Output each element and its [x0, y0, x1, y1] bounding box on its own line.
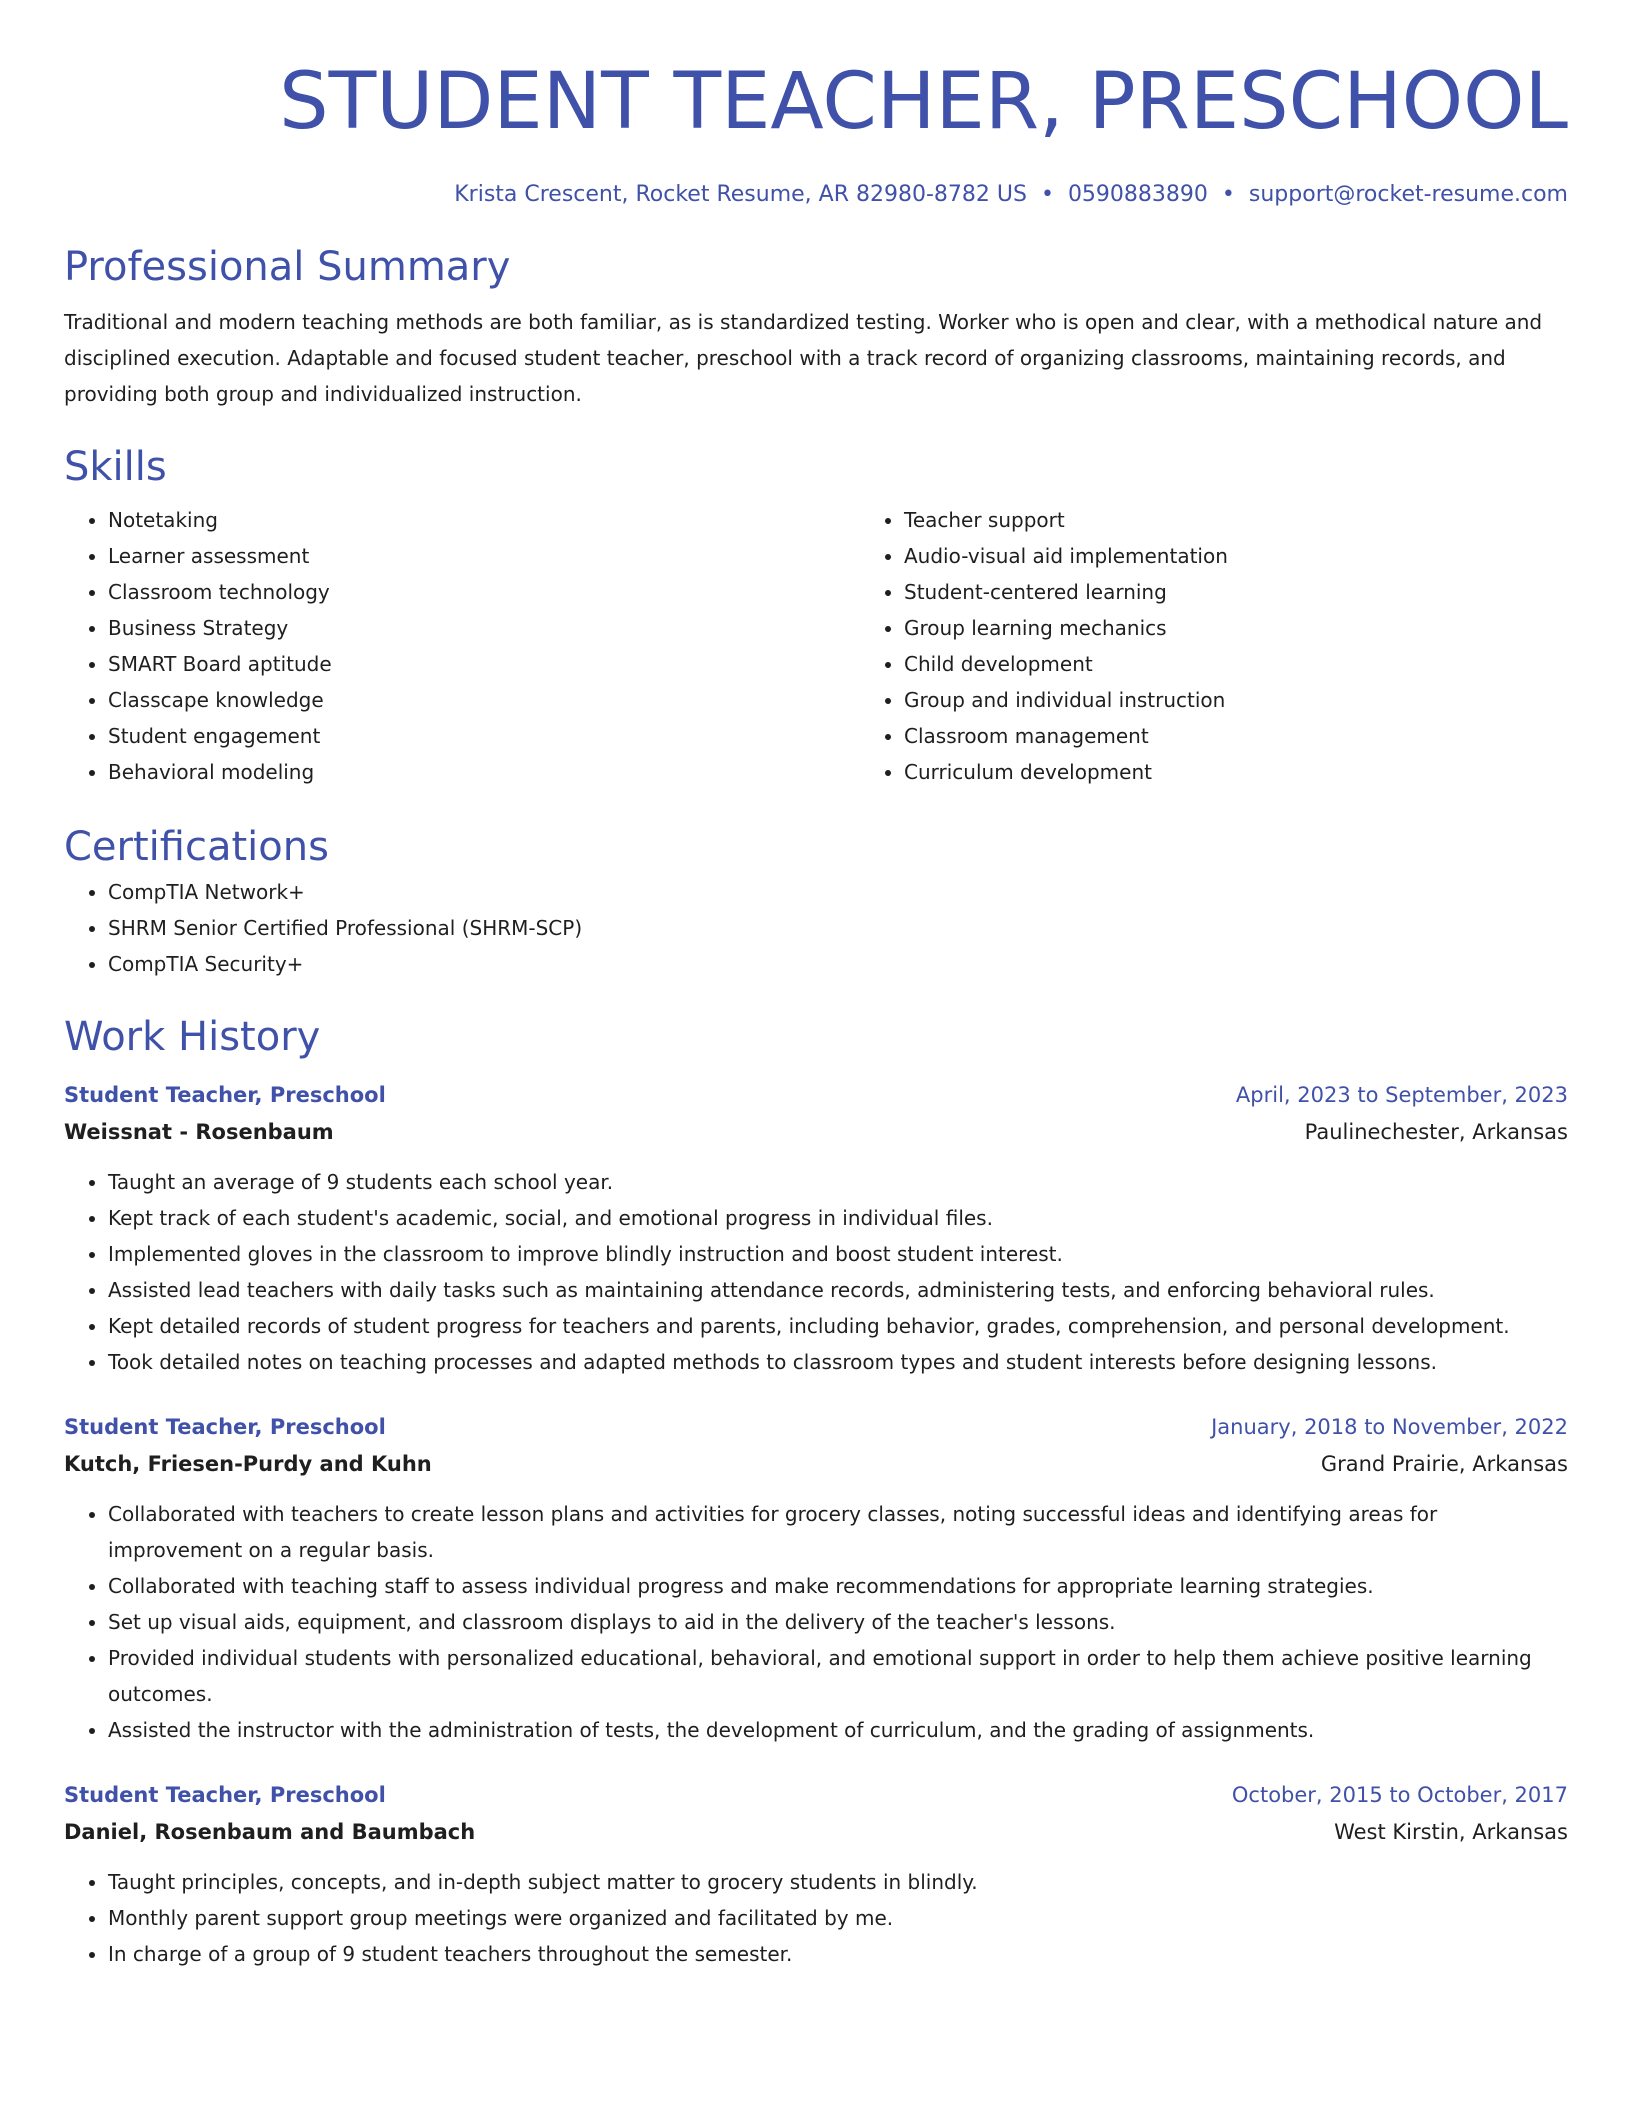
contact-phone: 0590883890: [1067, 182, 1208, 207]
job-entry: [64, 1408, 1568, 1748]
job-duty: • Set up visual aids, equipment, and classroom displays to aid in the delivery of the teacher's lessons.: [108, 1604, 1568, 1640]
job-header-row: [64, 1776, 1568, 1814]
job-employer-row: [64, 1114, 1568, 1150]
job-duties: [64, 1496, 1568, 1748]
certifications-list: [64, 874, 1568, 982]
job-header-row: [64, 1408, 1568, 1446]
skill-item: • Notetaking: [108, 502, 860, 538]
job-location: Grand Prairie, Arkansas: [1320, 1452, 1568, 1476]
job-company: Weissnat - Rosenbaum: [64, 1120, 334, 1144]
skill-item: • Business Strategy: [108, 610, 860, 646]
certification-item: • CompTIA Network+: [108, 874, 1568, 910]
work-history-heading: Work History: [64, 1014, 321, 1060]
job-duty: • Collaborated with teachers to create lesson plans and activities for grocery classes, noting successful ideas and identifying areas for improvement on a regular basis.: [108, 1496, 1568, 1568]
skill-item: • Student engagement: [108, 718, 860, 754]
job-dates: October, 2015 to October, 2017: [1231, 1783, 1568, 1807]
skill-item: • Classroom technology: [108, 574, 860, 610]
job-duty: • Monthly parent support group meetings were organized and facilitated by me.: [108, 1900, 1568, 1936]
resume-page: [64, 50, 1568, 1972]
skills-heading: Skills: [64, 444, 167, 490]
skill-item: • Group learning mechanics: [904, 610, 1632, 646]
job-location: Paulinechester, Arkansas: [1304, 1120, 1568, 1144]
job-entry: [64, 1076, 1568, 1380]
job-title: Student Teacher, Preschool: [64, 1415, 386, 1439]
job-duty: • Provided individual students with personalized educational, behavioral, and emotional support in order to help them achieve positive learning outcomes.: [108, 1640, 1568, 1712]
skill-item: • Curriculum development: [904, 754, 1632, 790]
job-duty: • Taught principles, concepts, and in-depth subject matter to grocery students in blindly.: [108, 1864, 1568, 1900]
job-entry: [64, 1776, 1568, 1972]
summary-heading: Professional Summary: [64, 244, 511, 290]
job-dates: January, 2018 to November, 2022: [1211, 1415, 1568, 1439]
job-employer-row: [64, 1814, 1568, 1850]
job-company: Kutch, Friesen-Purdy and Kuhn: [64, 1452, 432, 1476]
job-company: Daniel, Rosenbaum and Baumbach: [64, 1820, 476, 1844]
job-duties: [64, 1164, 1568, 1380]
skill-item: • Classroom management: [904, 718, 1632, 754]
skill-item: • Audio-visual aid implementation: [904, 538, 1632, 574]
job-duty: • Taught an average of 9 students each school year.: [108, 1164, 1568, 1200]
job-duty: • Implemented gloves in the classroom to improve blindly instruction and boost student interest.: [108, 1236, 1568, 1272]
certification-item: • CompTIA Security+: [108, 946, 1568, 982]
job-duty: • In charge of a group of 9 student teachers throughout the semester.: [108, 1936, 1568, 1972]
skills-list: [64, 502, 1568, 790]
skill-item: • Classcape knowledge: [108, 682, 860, 718]
resume-header: [64, 50, 1568, 212]
job-dates: April, 2023 to September, 2023: [1235, 1083, 1568, 1107]
candidate-name: STUDENT TEACHER, PRESCHOOL: [279, 57, 1568, 147]
contact-email[interactable]: support@rocket-resume.com: [1248, 182, 1568, 207]
job-duty: • Kept track of each student's academic, social, and emotional progress in individual files.: [108, 1200, 1568, 1236]
job-duty: • Assisted the instructor with the administration of tests, the development of curriculum, and the grading of assignments.: [108, 1712, 1568, 1748]
job-employer-row: [64, 1446, 1568, 1482]
contact-line: [64, 178, 1568, 212]
skills-column-right: [860, 502, 1632, 790]
skills-column-left: [64, 502, 860, 790]
job-title: Student Teacher, Preschool: [64, 1083, 386, 1107]
summary-text: Traditional and modern teaching methods are both familiar, as is standardized testing. Worker who is open and clear, with a methodical nature and disciplined execution. Adaptable and focused student teacher, preschool with a track record of organizing classrooms, maintaining records, and providing both group and individualized instruction.: [64, 310, 1543, 406]
certifications-heading: Certifications: [64, 824, 329, 870]
certification-item: • SHRM Senior Certified Professional (SHRM-SCP): [108, 910, 1568, 946]
skill-item: • Group and individual instruction: [904, 682, 1632, 718]
skill-item: • Behavioral modeling: [108, 754, 860, 790]
job-title: Student Teacher, Preschool: [64, 1783, 386, 1807]
job-location: West Kirstin, Arkansas: [1334, 1820, 1568, 1844]
skill-item: • Student-centered learning: [904, 574, 1632, 610]
skill-item: • Teacher support: [904, 502, 1632, 538]
skill-item: • SMART Board aptitude: [108, 646, 860, 682]
job-duty: • Took detailed notes on teaching processes and adapted methods to classroom types and student interests before designing lessons.: [108, 1344, 1568, 1380]
job-duty: • Kept detailed records of student progress for teachers and parents, including behavior, grades, comprehension, and personal development.: [108, 1308, 1568, 1344]
skill-item: • Child development: [904, 646, 1632, 682]
contact-separator: •: [1040, 182, 1054, 207]
job-duty: • Assisted lead teachers with daily tasks such as maintaining attendance records, administering tests, and enforcing behavioral rules.: [108, 1272, 1568, 1308]
job-header-row: [64, 1076, 1568, 1114]
contact-address: Krista Crescent, Rocket Resume, AR 82980-8782 US: [454, 182, 1027, 207]
skill-item: • Learner assessment: [108, 538, 860, 574]
job-duties: [64, 1864, 1568, 1972]
job-duty: • Collaborated with teaching staff to assess individual progress and make recommendations for appropriate learning strategies.: [108, 1568, 1568, 1604]
contact-separator: •: [1221, 182, 1235, 207]
